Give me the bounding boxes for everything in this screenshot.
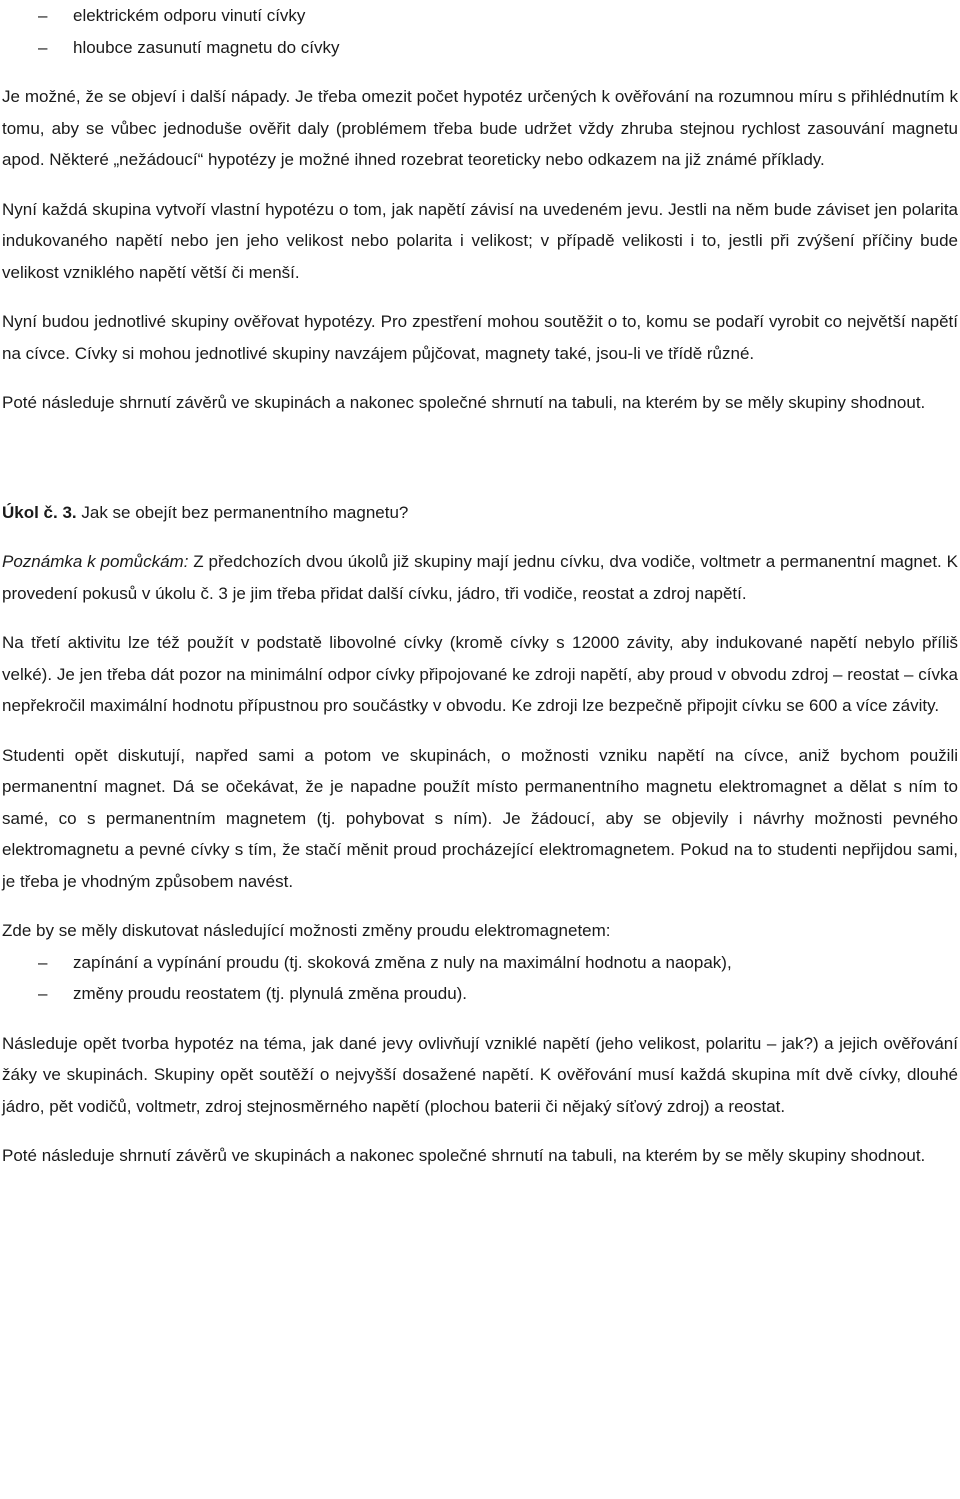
note-label: Poznámka k pomůckám: <box>2 552 189 571</box>
paragraph-hypotheses-limit: Je možné, že se objeví i další nápady. Je třeba omezit počet hypotéz určených k ověřování na rozumnou míru s přihlédnutím k tomu, aby se vůbec jednoduše ověřit daly (problémem třeba bude udržet vždy zhruba stejnou rychlost zasouvání magnetu apod. Některé „nežádoucí“ hypotézy je možné ihned rozebrat teoreticky nebo odkazem na již známé příklady. <box>2 87 958 169</box>
paragraph-aids-note <box>2 546 958 609</box>
paragraph-discussion: Studenti opět diskutují, napřed sami a potom ve skupinách, o možnosti vzniku napětí na cívce, aniž bychom použili permanentní magnet. Dá se očekávat, že je napadne použít místo permanentního magnetu elektromagnet a dělat s ním to samé, co s permanentním magnetem (tj. pohybovat s ním). Je žádoucí, aby se objevily i návrhy možnosti pevného elektromagnetu a pevné cívky s tím, že stačí měnit proud procházející elektromagnetem. Pokud na to studenti nepřijdou sami, je třeba je vhodným způsobem navést. <box>2 745 958 891</box>
list-item-text: změny proudu reostatem (tj. plynulá změna proudu). <box>73 984 468 1003</box>
paragraph-hypotheses-again: Následuje opět tvorba hypotéz na téma, jak dané jevy ovlivňují vzniklé napětí (jeho velikost, polaritu – jak?) a jejich ověřování žáky ve skupinách. Skupiny opět soutěží o nejvyšší dosažené napětí. K ověřování musí každá skupina mít dvě cívky, dlouhé jádro, pět vodičů, voltmetr, zdroj stejnosměrného napětí (plochou baterii či nějaký síťový zdroj) a reostat. <box>2 1033 958 1116</box>
task-text: Jak se obejít bez permanentního magnetu? <box>76 502 409 522</box>
list-item <box>2 32 958 64</box>
task-heading <box>2 497 958 529</box>
list-item <box>2 0 958 32</box>
dash-bullet: – <box>38 952 48 972</box>
paragraph-verify-hypotheses: Nyní budou jednotlivé skupiny ověřovat hypotézy. Pro zpestření mohou soutěžit o to, komu se podaří vyrobit co největší napětí na cívce. Cívky si mohou jednotlivé skupiny navzájem půjčovat, magnety také, jsou-li ve třídě různé. <box>2 312 958 363</box>
paragraph-group-hypothesis: Nyní každá skupina vytvoří vlastní hypotézu o tom, jak napětí závisí na uvedeném jevu. Jestli na něm bude záviset jen polarita indukovaného napětí nebo jen jeho velikost nebo polarita i velikost; v případě velikosti i to, jestli při zvýšení příčiny bude velikost vzniklého napětí větší či menší. <box>2 199 958 282</box>
list-item <box>2 947 958 979</box>
dash-bullet: – <box>38 6 48 25</box>
paragraph-summary-2: Poté následuje shrnutí závěrů ve skupinách a nakonec společné shrnutí na tabuli, na kterém by se měly skupiny shodnout. <box>2 1146 926 1165</box>
paragraph-current-options-intro: Zde by se měly diskutovat následující možnosti změny proudu elektromagnetem: <box>2 921 611 940</box>
dash-list-factors <box>2 0 958 63</box>
list-item-text: zapínání a vypínání proudu (tj. skoková změna z nuly na maximální hodnotu a naopak), <box>73 952 732 972</box>
list-item-text: elektrickém odporu vinutí cívky <box>73 6 306 25</box>
note-text: Z předchozích dvou úkolů již skupiny mají jednu cívku, dva vodiče, voltmetr a permanentní magnet. K provedení pokusů v úkolu č. 3 je jim třeba přidat další cívku, jádro, tři vodiče, reostat a zdroj napětí. <box>2 552 958 603</box>
list-item <box>2 978 958 1010</box>
dash-bullet: – <box>38 984 48 1003</box>
dash-list-current-changes <box>2 947 958 1010</box>
task-label: Úkol č. 3. <box>2 502 77 522</box>
paragraph-summary-1: Poté následuje shrnutí závěrů ve skupinách a nakonec společné shrnutí na tabuli, na kterém by se měly skupiny shodnout. <box>2 393 926 412</box>
paragraph-coils: Na třetí aktivitu lze též použít v podstatě libovolné cívky (kromě cívky s 12000 závity, aby indukované napětí nebylo příliš velké). Je jen třeba dát pozor na minimální odpor cívky připojované ke zdroji napětí, aby proud v obvodu zdroj – reostat – cívka nepřekročil maximální hodnotu přípustnou pro součástky v obvodu. Ke zdroji lze bezpečně připojit cívku se 600 a více závity. <box>2 633 958 715</box>
dash-bullet: – <box>38 37 48 57</box>
list-item-text: hloubce zasunutí magnetu do cívky <box>73 37 340 57</box>
